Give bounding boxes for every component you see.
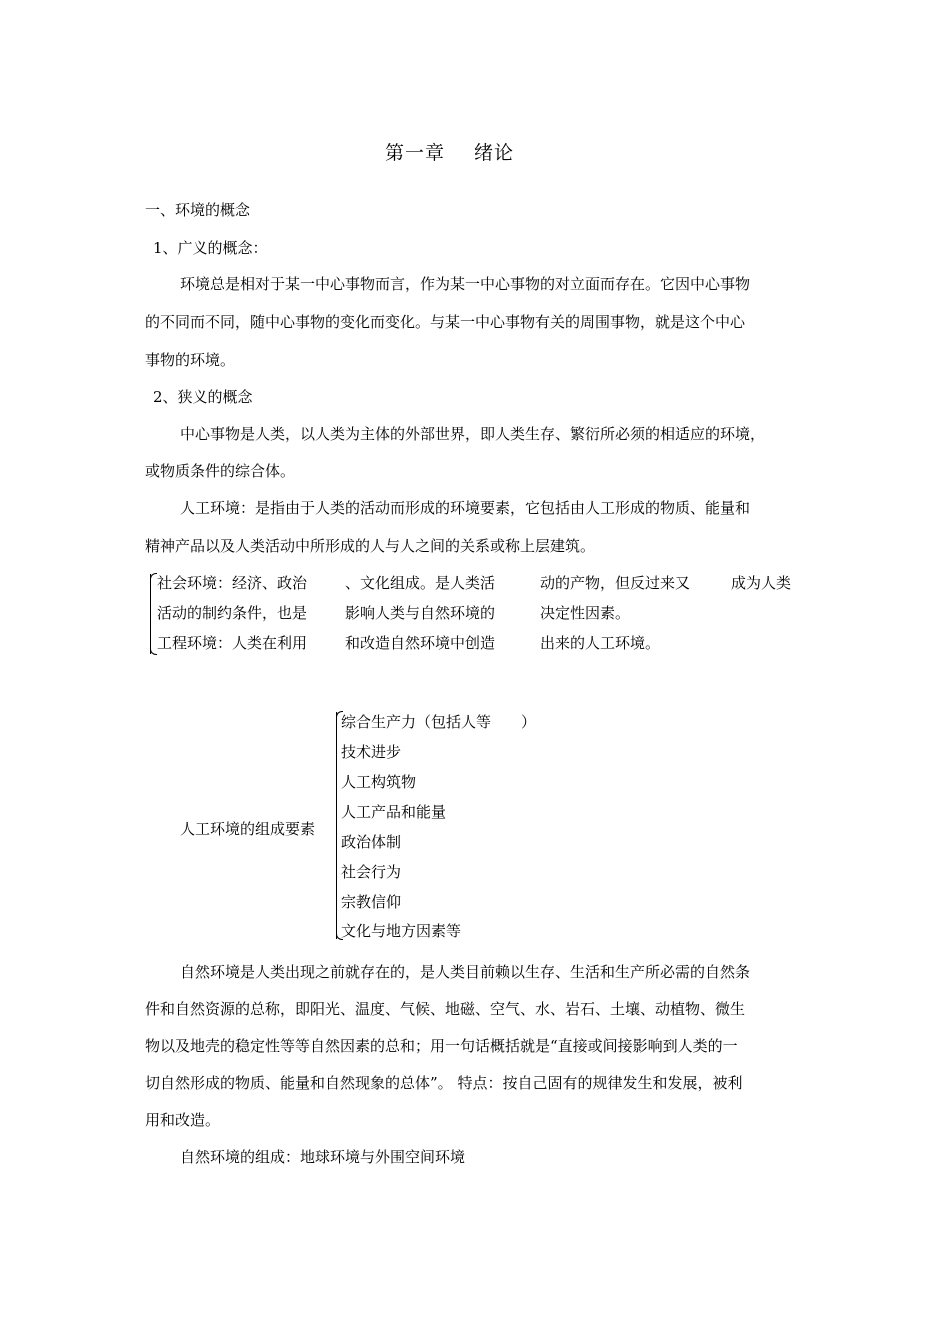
brace-text: 决定性因素。 bbox=[540, 604, 631, 622]
brace-text: 出来的人工环境。 bbox=[540, 634, 661, 652]
component-item: 社会行为 bbox=[341, 863, 402, 881]
chapter-title: 绪论 bbox=[474, 142, 515, 164]
brace-text: 和改造自然环境中创造 bbox=[345, 634, 496, 652]
left-brace bbox=[150, 574, 151, 654]
brace-text: 工程环境：人类在利用 bbox=[157, 634, 308, 652]
brace-text: 活动的制约条件，也是 bbox=[157, 604, 308, 622]
brace-text: 成为人类 bbox=[731, 574, 792, 592]
brace-text: 社会环境：经济、政治 bbox=[157, 574, 308, 592]
paragraph-line: 的不同而不同，随中心事物的变化而变化。与某一中心事物有关的周围事物，就是这个中心 bbox=[145, 313, 746, 331]
paragraph-line: 自然环境的组成：地球环境与外围空间环境 bbox=[180, 1148, 466, 1166]
components-label: 人工环境的组成要素 bbox=[180, 820, 316, 838]
component-item: 技术进步 bbox=[341, 743, 402, 761]
component-item: 人工构筑物 bbox=[341, 773, 417, 791]
paragraph-line: 自然环境是人类出现之前就存在的，是人类目前赖以生存、生活和生产所必需的自然条 bbox=[180, 963, 751, 981]
brace-text: 影响人类与自然环境的 bbox=[345, 604, 496, 622]
component-item: 政治体制 bbox=[341, 833, 402, 851]
brace-text: 、文化组成。是人类活 bbox=[345, 574, 496, 592]
paragraph-line: 物以及地壳的稳定性等等自然因素的总和；用一句话概括就是“直接或间接影响到人类的一 bbox=[145, 1037, 738, 1055]
paragraph-line: 或物质条件的综合体。 bbox=[145, 462, 296, 480]
component-item: 宗教信仰 bbox=[341, 893, 402, 911]
section-heading: 一、环境的概念 bbox=[145, 201, 251, 219]
paragraph-line: 件和自然资源的总称，即阳光、温度、气候、地磁、空气、水、岩石、土壤、动植物、微生 bbox=[145, 1000, 746, 1018]
subsection-heading: 2、狭义的概念 bbox=[153, 388, 253, 406]
paragraph-line: 切自然形成的物质、能量和自然现象的总体”。 特点：按自己固有的规律发生和发展，被利 bbox=[145, 1074, 743, 1092]
component-item: 综合生产力（包括人等 ） bbox=[341, 713, 537, 731]
left-brace bbox=[336, 712, 337, 939]
brace-text: 动的产物，但反过来又 bbox=[540, 574, 691, 592]
paragraph-line: 环境总是相对于某一中心事物而言，作为某一中心事物的对立面而存在。它因中心事物 bbox=[180, 275, 751, 293]
component-item: 文化与地方因素等 bbox=[341, 922, 462, 940]
paragraph-line: 精神产品以及人类活动中所形成的人与人之间的关系或称上层建筑。 bbox=[145, 537, 596, 555]
paragraph-line: 用和改造。 bbox=[145, 1111, 221, 1129]
chapter-number: 第一章 bbox=[385, 142, 446, 164]
subsection-heading: 1、广义的概念： bbox=[153, 239, 268, 257]
paragraph-line: 人工环境：是指由于人类的活动而形成的环境要素，它包括由人工形成的物质、能量和 bbox=[180, 499, 751, 517]
paragraph-line: 事物的环境。 bbox=[145, 351, 236, 369]
paragraph-line: 中心事物是人类，以人类为主体的外部世界，即人类生存、繁衍所必须的相适应的环境， bbox=[180, 425, 766, 443]
component-item: 人工产品和能量 bbox=[341, 803, 447, 821]
